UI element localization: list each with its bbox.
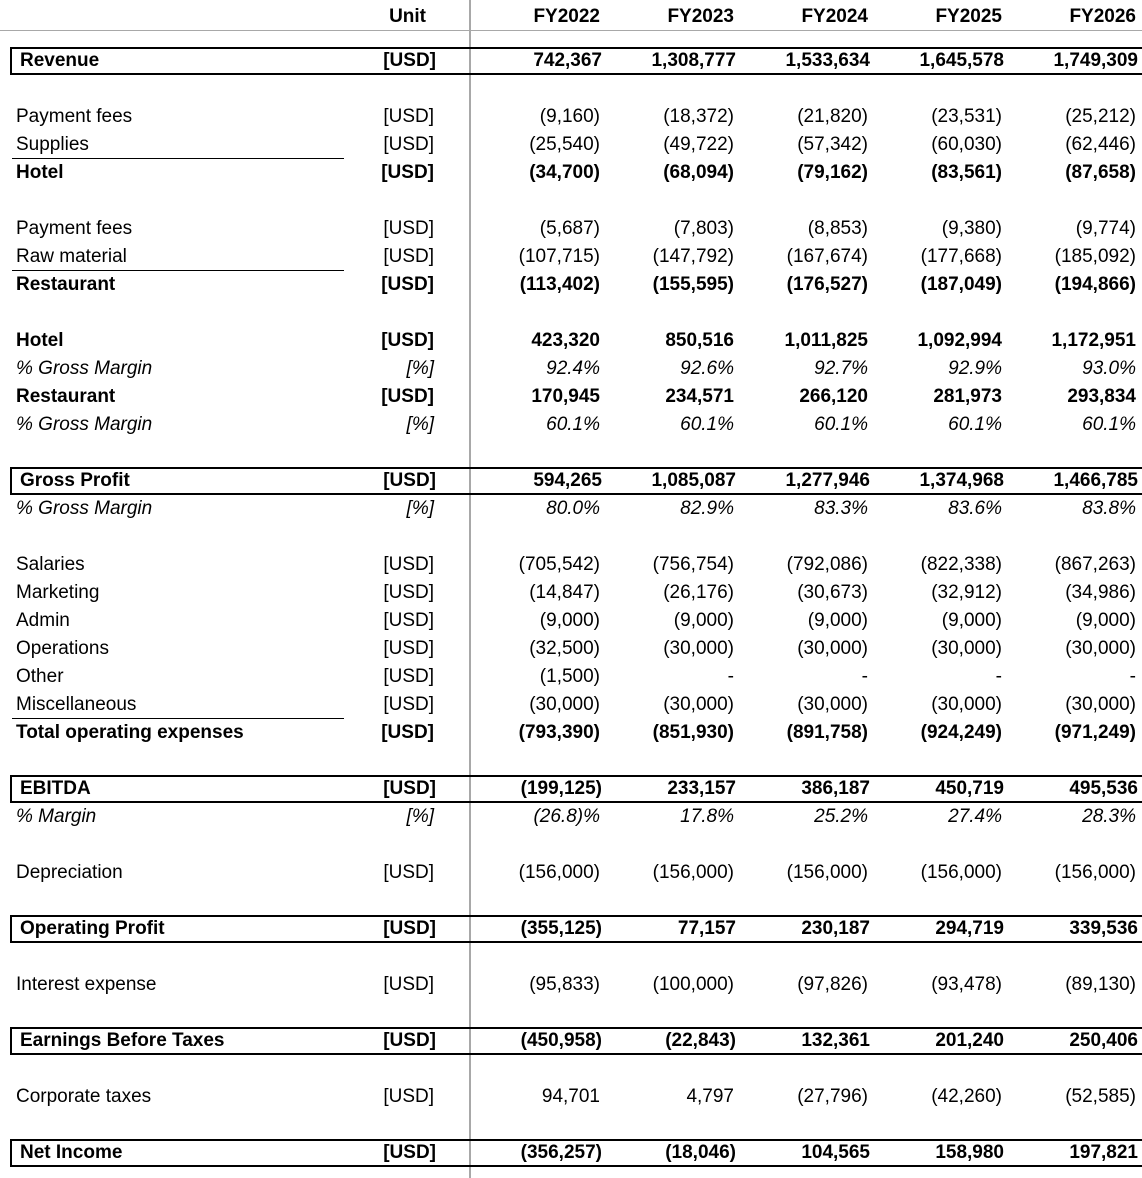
value-fy2026: (971,249) (1054, 722, 1136, 743)
row-label: EBITDA (20, 778, 91, 799)
value-fy2026: 28.3% (1082, 806, 1136, 827)
row-unit: [%] (406, 498, 434, 519)
row-label: Revenue (20, 50, 100, 71)
value-fy2026: 495,536 (1069, 778, 1138, 799)
value-fy2023: (30,000) (663, 638, 734, 659)
row-label: Payment fees (16, 218, 133, 239)
value-fy2025: (177,668) (920, 246, 1002, 267)
value-fy2024: (156,000) (786, 862, 868, 883)
value-fy2024: (57,342) (797, 134, 868, 155)
value-fy2023: 1,085,087 (651, 470, 736, 491)
row-unit: [USD] (381, 722, 434, 743)
value-fy2024: 266,120 (799, 386, 868, 407)
value-fy2022: (450,958) (520, 1030, 602, 1051)
value-fy2023: (30,000) (663, 694, 734, 715)
value-fy2024: (30,000) (797, 694, 868, 715)
row-unit: [%] (406, 358, 434, 379)
row-restaurant-gross (0, 383, 1142, 411)
row-label: Hotel (16, 162, 64, 183)
value-fy2024: 132,361 (801, 1030, 870, 1051)
row-unit: [USD] (383, 778, 436, 799)
row-ebt (10, 1027, 1142, 1055)
row-unit: [USD] (381, 162, 434, 183)
value-fy2026: 60.1% (1082, 414, 1136, 435)
value-fy2022: 92.4% (546, 358, 600, 379)
value-fy2022: (26.8)% (533, 806, 600, 827)
value-fy2023: (68,094) (663, 162, 734, 183)
value-fy2026: (185,092) (1054, 246, 1136, 267)
row-unit: [USD] (383, 106, 434, 127)
value-fy2025: 1,645,578 (919, 50, 1004, 71)
row-unit: [USD] (383, 1142, 436, 1163)
row-corporate-taxes (0, 1083, 1142, 1111)
row-unit: [USD] (383, 862, 434, 883)
value-fy2023: 92.6% (680, 358, 734, 379)
row-revenue (10, 47, 1142, 75)
row-total-opex (0, 719, 1142, 747)
value-fy2024: - (861, 666, 868, 687)
value-fy2025: 60.1% (948, 414, 1002, 435)
value-fy2022: (107,715) (518, 246, 600, 267)
row-operations (0, 635, 1142, 663)
value-fy2025: (924,249) (920, 722, 1002, 743)
value-fy2024: 230,187 (801, 918, 870, 939)
row-label: Miscellaneous (16, 694, 137, 715)
row-hotel-cogs (0, 159, 1142, 187)
row-unit: [%] (406, 414, 434, 435)
value-fy2024: (176,527) (786, 274, 868, 295)
row-gross-margin (0, 495, 1142, 523)
value-fy2023: (156,000) (652, 862, 734, 883)
value-fy2022: (199,125) (520, 778, 602, 799)
row-hotel-gross (0, 327, 1142, 355)
row-label: Admin (16, 610, 70, 631)
row-hotel-payment-fees (0, 103, 1142, 131)
value-fy2023: (756,754) (652, 554, 734, 575)
row-label: Raw material (16, 246, 127, 267)
row-unit: [USD] (383, 1086, 434, 1107)
value-fy2022: (156,000) (518, 862, 600, 883)
value-fy2023: (147,792) (652, 246, 734, 267)
row-label: Supplies (16, 134, 89, 155)
value-fy2024: 104,565 (801, 1142, 870, 1163)
value-fy2022: 742,367 (533, 50, 602, 71)
value-fy2023: (851,930) (652, 722, 734, 743)
value-fy2025: (9,380) (941, 218, 1002, 239)
value-fy2022: (9,000) (539, 610, 600, 631)
value-fy2024: 60.1% (814, 414, 868, 435)
row-ebitda-margin (0, 803, 1142, 831)
value-fy2022: 60.1% (546, 414, 600, 435)
row-label: Payment fees (16, 106, 133, 127)
row-restaurant-cogs (0, 271, 1142, 299)
value-fy2025: (60,030) (931, 134, 1002, 155)
value-fy2023: 233,157 (667, 778, 736, 799)
row-label: Other (16, 666, 64, 687)
row-label: Corporate taxes (16, 1086, 152, 1107)
value-fy2025: 158,980 (935, 1142, 1004, 1163)
value-fy2026: (30,000) (1065, 694, 1136, 715)
value-fy2025: 92.9% (948, 358, 1002, 379)
value-fy2023: 1,308,777 (651, 50, 736, 71)
value-fy2026: (30,000) (1065, 638, 1136, 659)
value-fy2024: 25.2% (814, 806, 868, 827)
value-fy2024: (792,086) (786, 554, 868, 575)
value-fy2025: (42,260) (931, 1086, 1002, 1107)
row-label: Earnings Before Taxes (20, 1030, 225, 1051)
value-fy2023: 17.8% (680, 806, 734, 827)
row-hotel-margin (0, 355, 1142, 383)
row-label: Net Income (20, 1142, 123, 1163)
value-fy2025: 27.4% (948, 806, 1002, 827)
value-fy2022: (705,542) (518, 554, 600, 575)
row-marketing (0, 579, 1142, 607)
value-fy2025: (32,912) (931, 582, 1002, 603)
value-fy2024: (167,674) (786, 246, 868, 267)
value-fy2024: (30,673) (797, 582, 868, 603)
row-unit: [%] (406, 806, 434, 827)
value-fy2024: (79,162) (797, 162, 868, 183)
row-label: % Margin (16, 806, 97, 827)
value-fy2026: (867,263) (1054, 554, 1136, 575)
value-fy2023: (155,595) (652, 274, 734, 295)
value-fy2025: (156,000) (920, 862, 1002, 883)
row-miscellaneous (0, 691, 1142, 719)
value-fy2022: 594,265 (533, 470, 602, 491)
row-label: Restaurant (16, 386, 116, 407)
value-fy2024: (9,000) (807, 610, 868, 631)
value-fy2025: 201,240 (935, 1030, 1004, 1051)
value-fy2022: (9,160) (539, 106, 600, 127)
row-unit: [USD] (383, 582, 434, 603)
row-restaurant-payment-fees (0, 215, 1142, 243)
value-fy2026: (156,000) (1054, 862, 1136, 883)
value-fy2026: (9,000) (1075, 610, 1136, 631)
row-unit: [USD] (381, 274, 434, 295)
row-label: Gross Profit (20, 470, 130, 491)
row-unit: [USD] (381, 386, 434, 407)
row-ebitda (10, 775, 1142, 803)
value-fy2025: 1,374,968 (919, 470, 1004, 491)
row-label: Restaurant (16, 274, 116, 295)
value-fy2025: (93,478) (931, 974, 1002, 995)
value-fy2022: (1,500) (539, 666, 600, 687)
value-fy2026: - (1129, 666, 1136, 687)
row-depreciation (0, 859, 1142, 887)
value-fy2023: (18,372) (663, 106, 734, 127)
year-header-fy2024: FY2024 (801, 6, 868, 27)
value-fy2022: (355,125) (520, 918, 602, 939)
row-unit: [USD] (383, 246, 434, 267)
row-salaries (0, 551, 1142, 579)
value-fy2025: (23,531) (931, 106, 1002, 127)
value-fy2023: (49,722) (663, 134, 734, 155)
value-fy2024: 1,011,825 (784, 330, 868, 351)
row-label: Salaries (16, 554, 85, 575)
value-fy2025: (9,000) (941, 610, 1002, 631)
row-label: Hotel (16, 330, 64, 351)
row-label: % Gross Margin (16, 498, 153, 519)
value-fy2022: (95,833) (529, 974, 600, 995)
value-fy2025: 281,973 (933, 386, 1002, 407)
value-fy2022: (5,687) (539, 218, 600, 239)
row-unit: [USD] (383, 666, 434, 687)
value-fy2022: 170,945 (531, 386, 600, 407)
row-unit: [USD] (383, 134, 434, 155)
value-fy2024: (21,820) (797, 106, 868, 127)
row-label: Total operating expenses (16, 722, 244, 743)
value-fy2024: 83.3% (814, 498, 868, 519)
value-fy2025: 83.6% (948, 498, 1002, 519)
value-fy2022: 423,320 (531, 330, 600, 351)
value-fy2022: (356,257) (520, 1142, 602, 1163)
row-unit: [USD] (383, 554, 434, 575)
value-fy2025: (83,561) (931, 162, 1002, 183)
row-label: % Gross Margin (16, 358, 153, 379)
value-fy2025: 294,719 (935, 918, 1004, 939)
row-unit: [USD] (383, 974, 434, 995)
value-fy2024: (27,796) (797, 1086, 868, 1107)
value-fy2022: (34,700) (529, 162, 600, 183)
value-fy2026: 250,406 (1069, 1030, 1138, 1051)
value-fy2022: (113,402) (519, 274, 600, 295)
row-restaurant-margin (0, 411, 1142, 439)
value-fy2025: 450,719 (935, 778, 1004, 799)
value-fy2025: (822,338) (920, 554, 1002, 575)
row-label: Interest expense (16, 974, 157, 995)
value-fy2023: (9,000) (673, 610, 734, 631)
row-interest-expense (0, 971, 1142, 999)
value-fy2025: - (995, 666, 1002, 687)
unit-column-header: Unit (389, 6, 426, 27)
header-row (0, 3, 1142, 31)
row-other (0, 663, 1142, 691)
row-unit: [USD] (383, 610, 434, 631)
value-fy2024: 386,187 (801, 778, 870, 799)
value-fy2023: - (727, 666, 734, 687)
value-fy2022: (25,540) (529, 134, 600, 155)
value-fy2026: (89,130) (1065, 974, 1136, 995)
year-header-fy2026: FY2026 (1069, 6, 1136, 27)
value-fy2022: (30,000) (529, 694, 600, 715)
value-fy2026: 83.8% (1082, 498, 1136, 519)
row-raw-material (0, 243, 1142, 271)
value-fy2026: (9,774) (1075, 218, 1136, 239)
value-fy2024: 1,277,946 (785, 470, 870, 491)
value-fy2022: (14,847) (529, 582, 600, 603)
row-supplies (0, 131, 1142, 159)
value-fy2026: (62,446) (1065, 134, 1136, 155)
value-fy2026: (25,212) (1065, 106, 1136, 127)
value-fy2024: (30,000) (797, 638, 868, 659)
row-unit: [USD] (383, 918, 436, 939)
value-fy2022: (32,500) (529, 638, 600, 659)
row-label: Marketing (16, 582, 100, 603)
value-fy2026: (194,866) (1054, 274, 1136, 295)
row-label: Operating Profit (20, 918, 165, 939)
value-fy2026: 339,536 (1069, 918, 1138, 939)
value-fy2026: 93.0% (1082, 358, 1136, 379)
value-fy2023: (22,843) (665, 1030, 736, 1051)
year-header-fy2025: FY2025 (935, 6, 1002, 27)
value-fy2023: 60.1% (680, 414, 734, 435)
value-fy2023: 850,516 (665, 330, 734, 351)
value-fy2024: 1,533,634 (785, 50, 870, 71)
value-fy2025: (30,000) (931, 638, 1002, 659)
value-fy2025: (187,049) (920, 274, 1002, 295)
value-fy2026: (52,585) (1065, 1086, 1136, 1107)
value-fy2026: 1,172,951 (1051, 330, 1136, 351)
value-fy2024: (8,853) (807, 218, 868, 239)
value-fy2022: 80.0% (546, 498, 600, 519)
value-fy2026: 197,821 (1069, 1142, 1138, 1163)
row-admin (0, 607, 1142, 635)
value-fy2023: (26,176) (663, 582, 734, 603)
value-fy2023: 77,157 (677, 918, 736, 939)
value-fy2026: (34,986) (1065, 582, 1136, 603)
value-fy2022: 94,701 (541, 1086, 600, 1107)
value-fy2026: 293,834 (1067, 386, 1136, 407)
value-fy2025: 1,092,994 (917, 330, 1002, 351)
year-header-fy2023: FY2023 (667, 6, 734, 27)
value-fy2023: 4,797 (686, 1086, 734, 1107)
value-fy2024: 92.7% (814, 358, 868, 379)
row-label: % Gross Margin (16, 414, 153, 435)
value-fy2023: 82.9% (680, 498, 734, 519)
value-fy2023: (7,803) (673, 218, 734, 239)
value-fy2023: 234,571 (665, 386, 734, 407)
value-fy2023: (18,046) (665, 1142, 736, 1163)
row-label: Depreciation (16, 862, 123, 883)
row-unit: [USD] (383, 218, 434, 239)
value-fy2026: 1,749,309 (1053, 50, 1138, 71)
value-fy2025: (30,000) (931, 694, 1002, 715)
row-unit: [USD] (383, 50, 436, 71)
value-fy2023: (100,000) (652, 974, 734, 995)
row-gross-profit (10, 467, 1142, 495)
year-header-fy2022: FY2022 (533, 6, 600, 27)
row-unit: [USD] (383, 470, 436, 491)
value-fy2024: (97,826) (797, 974, 868, 995)
value-fy2024: (891,758) (786, 722, 868, 743)
row-net-income (10, 1139, 1142, 1167)
value-fy2026: (87,658) (1065, 162, 1136, 183)
value-fy2026: 1,466,785 (1053, 470, 1138, 491)
row-operating-profit (10, 915, 1142, 943)
row-label: Operations (16, 638, 109, 659)
row-unit: [USD] (381, 330, 434, 351)
row-unit: [USD] (383, 638, 434, 659)
value-fy2022: (793,390) (518, 722, 600, 743)
row-unit: [USD] (383, 694, 434, 715)
row-unit: [USD] (383, 1030, 436, 1051)
